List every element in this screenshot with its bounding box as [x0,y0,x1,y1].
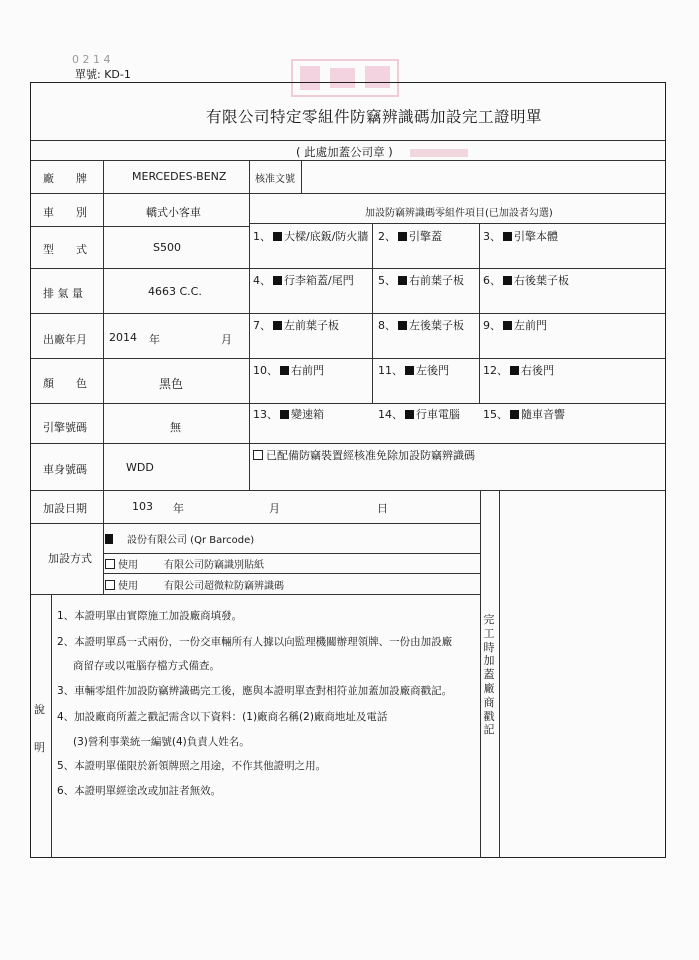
form-frame [30,82,666,858]
model-label: 型 式 [43,243,87,256]
note-item: 5、本證明單僅限於新領牌照之用途，不作其他證明之用。 [57,760,327,772]
checkbox-checked-icon [503,321,512,330]
parts-header: 加設防竊辨識碼零組件項目(已加設者勾選) [365,208,553,219]
note-item: 6、本證明單經塗改或加註者無效。 [57,785,222,797]
approval-label: 核准文號 [255,174,295,185]
vin-value: WDD [126,461,154,474]
checkbox-checked-icon [405,410,414,419]
note-item: (3)營利事業統一編號(4)負責人姓名。 [73,736,250,748]
part-item[interactable]: 14、 行車電腦 [378,408,460,421]
displacement-value: 4663 C.C. [148,285,202,298]
install-month-unit: 月 [269,502,280,515]
handwritten-mark: 0 2 1 4 [72,53,111,66]
displacement-label: 排 氣 量 [43,287,83,300]
note-item: 1、本證明單由實際施工加設廠商填發。 [57,610,243,622]
category-label: 車 別 [43,206,87,219]
note-item: 商留存或以電腦存檔方式備查。 [73,660,220,672]
checkbox-checked-icon [280,410,289,419]
engine-value: 無 [170,421,181,434]
category-value: 轎式小客車 [146,206,201,219]
checkbox-checked-icon [273,321,282,330]
part-item[interactable]: 7、 左前葉子板 [253,319,339,332]
part-item[interactable]: 8、 左後葉子板 [378,319,464,332]
model-value: S500 [153,241,181,254]
checkbox-checked-icon [398,321,407,330]
brand-label: 廠 牌 [43,172,87,185]
faint-red-mark-icon [410,147,468,159]
month-unit: 月 [221,333,232,346]
brand-value: MERCEDES-BENZ [132,170,227,183]
install-day-unit: 日 [377,502,388,515]
note-item: 3、車輛零組件加設防竊辨識碼完工後，應與本證明單查對相符並加蓋加設廠商戳記。 [57,685,453,697]
part-item[interactable]: 5、 右前葉子板 [378,274,464,287]
install-method-option[interactable]: 使用 有限公司超微粒防竊辨識碼 [105,577,284,592]
checkbox-checked-icon [510,366,519,375]
part-item[interactable]: 11、 左後門 [378,364,449,377]
checkbox-checked-icon [398,276,407,285]
seal-note: ( 此處加蓋公司章 ) [296,145,393,159]
year-unit: 年 [149,333,160,346]
part-item[interactable]: 10、 右前門 [253,364,324,377]
note-item: 2、本證明單爲一式兩份，一份交車輛所有人據以向監理機關辦理領牌、一份由加設廠 [57,636,453,648]
install-method-label: 加設方式 [48,552,92,565]
part-item[interactable]: 12、 右後門 [483,364,554,377]
checkbox-icon [105,580,115,590]
part-item[interactable]: 1、 大樑/底鈑/防火牆 [253,230,369,243]
engine-label: 引擎號碼 [43,421,87,434]
stamp-column-label: 完 工 時 加 蓋 廠 商 戳 記 [483,613,495,737]
vin-label: 車身號碼 [43,463,87,476]
install-method-option[interactable]: 使用 有限公司防竊識別貼紙 [105,556,264,571]
checkbox-checked-icon [280,366,289,375]
install-year-value: 103 [132,500,153,513]
color-value: 黑色 [159,377,184,391]
year-label: 出廠年月 [43,333,87,346]
color-label: 顏 色 [43,377,87,390]
part-item[interactable]: 6、 右後葉子板 [483,274,569,287]
checkbox-icon [253,450,263,460]
notes-label-1: 說 [34,703,45,716]
page-title: 有限公司特定零組件防竊辨識碼加設完工證明單 [206,108,543,126]
part-item[interactable]: 9、 左前門 [483,319,547,332]
exemption-option[interactable]: 已配備防竊裝置經核准免除加設防竊辨識碼 [253,447,475,463]
install-date-label: 加設日期 [43,502,87,515]
part-item[interactable]: 13、 變速箱 [253,408,324,421]
install-method-option[interactable]: 設份有限公司 (Qr Barcode) [105,531,254,546]
checkbox-checked-icon [105,534,113,544]
checkbox-checked-icon [510,410,519,419]
part-item[interactable]: 3、 引擎本體 [483,230,558,243]
checkbox-checked-icon [273,276,282,285]
part-item[interactable]: 15、 隨車音響 [483,408,565,421]
install-year-unit: 年 [173,502,184,515]
checkbox-checked-icon [273,232,282,241]
checkbox-checked-icon [503,232,512,241]
part-item[interactable]: 2、 引擎蓋 [378,230,442,243]
note-item: 4、加設廠商所蓋之戳記需含以下資料：(1)廠商名稱(2)廠商地址及電話 [57,711,388,723]
checkbox-icon [105,559,115,569]
checkbox-checked-icon [405,366,414,375]
checkbox-checked-icon [503,276,512,285]
notes-label-2: 明 [34,741,45,754]
form-number: 單號: KD-1 [75,68,131,81]
part-item[interactable]: 4、 行李箱蓋/尾門 [253,274,354,287]
year-value: 2014 [109,331,137,344]
checkbox-checked-icon [398,232,407,241]
